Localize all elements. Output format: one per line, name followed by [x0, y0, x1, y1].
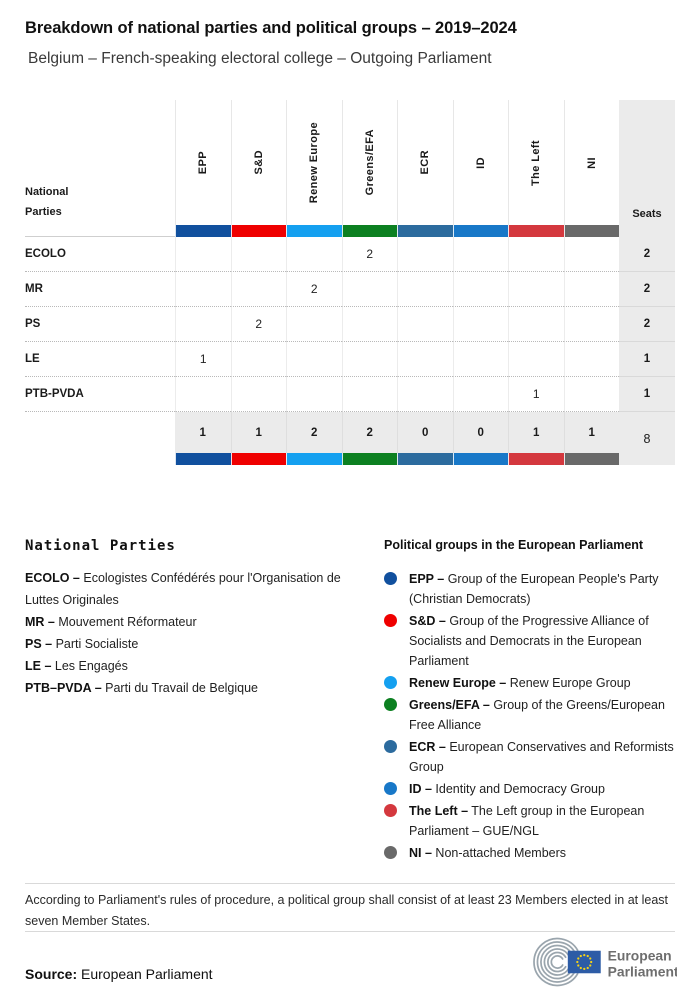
legend-item-ptb-pvda: PTB–PVDA – Parti du Travail de Belgique: [25, 681, 259, 695]
id-color-dot: [384, 782, 397, 795]
total-value: 1: [564, 412, 620, 453]
totals-bar-spacer: [25, 453, 175, 465]
table-cell: [342, 307, 398, 342]
total-color-bar-theleft: [508, 453, 564, 465]
table-cell: [453, 272, 509, 307]
table-cell: [175, 307, 231, 342]
column-header-theleft: The Left: [508, 100, 564, 225]
table-cell: [231, 272, 287, 307]
table-cell: [175, 237, 231, 272]
total-value: 0: [453, 412, 509, 453]
column-header-id: ID: [453, 100, 509, 225]
table-cell: [453, 237, 509, 272]
greens-color-dot: [384, 698, 397, 711]
source-line: [25, 966, 213, 982]
party-label: PTB-PVDA: [25, 377, 175, 412]
column-header-epp: EPP: [175, 100, 231, 225]
renew-color-dot: [384, 676, 397, 689]
table-cell: [397, 307, 453, 342]
theleft-color-dot: [384, 804, 397, 817]
total-value: 0: [397, 412, 453, 453]
seats-table: [25, 100, 675, 465]
table-cell: [231, 237, 287, 272]
national-parties-legend: [25, 535, 367, 699]
table-cell: [342, 342, 398, 377]
table-cell: [508, 237, 564, 272]
footnote: According to Parliament's rules of procedure, a political group shall consist of at least 23 Members elected in at least seven Member States.: [25, 893, 668, 928]
seats-value: 1: [619, 342, 675, 377]
party-label: PS: [25, 307, 175, 342]
total-value: 1: [175, 412, 231, 453]
legend-item-renew: Renew Europe – Renew Europe Group: [384, 673, 676, 693]
divider-line: [25, 883, 675, 884]
legend-item-ps: PS – Parti Socialiste: [25, 637, 139, 651]
logo-text-line2: Parliament: [607, 963, 677, 980]
table-cell: [342, 377, 398, 412]
table-cell: [342, 272, 398, 307]
legend-item-le: LE – Les Engagés: [25, 659, 128, 673]
total-seats-value: 8: [619, 412, 675, 465]
table-cell: [453, 342, 509, 377]
column-header-greens: Greens/EFA: [342, 100, 398, 225]
corner-header-line2: Parties: [25, 206, 62, 218]
table-cell: [564, 272, 620, 307]
table-cell: [231, 342, 287, 377]
table-cell: [175, 272, 231, 307]
seats-value: 2: [619, 237, 675, 272]
group-color-bar-id: [453, 225, 509, 237]
political-groups-legend-heading: Political groups in the European Parliament: [384, 538, 644, 552]
legend-item-epp: EPP – Group of the European People's Party (Christian Democrats): [384, 569, 676, 609]
total-value: 1: [231, 412, 287, 453]
sd-color-dot: [384, 614, 397, 627]
total-color-bar-ecr: [397, 453, 453, 465]
total-color-bar-epp: [175, 453, 231, 465]
table-cell: 2: [342, 237, 398, 272]
column-header-seats: Seats: [619, 100, 675, 225]
table-cell: [508, 342, 564, 377]
group-color-bar-ni: [564, 225, 620, 237]
group-color-bar-sd: [231, 225, 287, 237]
table-cell: [286, 307, 342, 342]
table-cell: 2: [286, 272, 342, 307]
seats-value: 2: [619, 272, 675, 307]
total-value: 1: [508, 412, 564, 453]
totals-row-spacer: [25, 412, 175, 453]
ni-color-dot: [384, 846, 397, 859]
political-groups-legend: [384, 535, 676, 865]
source-label: Source:: [25, 966, 78, 982]
legend-item-mr: MR – Mouvement Réformateur: [25, 615, 197, 629]
corner-header-line1: National: [25, 186, 69, 198]
table-cell: [564, 377, 620, 412]
table-cell: [564, 342, 620, 377]
table-cell: [397, 237, 453, 272]
table-cell: [397, 377, 453, 412]
ecr-color-dot: [384, 740, 397, 753]
total-color-bar-sd: [231, 453, 287, 465]
party-label: LE: [25, 342, 175, 377]
legend-item-sd: S&D – Group of the Progressive Alliance of Socialists and Democrats in the European Parliament: [384, 611, 676, 671]
party-label: MR: [25, 272, 175, 307]
table-cell: [231, 377, 287, 412]
corner-header: [25, 100, 175, 225]
total-value: 2: [286, 412, 342, 453]
table-cell: 1: [508, 377, 564, 412]
column-header-renew: Renew Europe: [286, 100, 342, 225]
table-cell: [286, 237, 342, 272]
table-cell: 1: [175, 342, 231, 377]
total-color-bar-ni: [564, 453, 620, 465]
table-cell: [564, 237, 620, 272]
legend-item-theleft: The Left – The Left group in the European Parliament – GUE/NGL: [384, 801, 676, 841]
header-underline: [25, 225, 175, 237]
european-parliament-logo: [521, 936, 677, 993]
logo-text-line1: European: [607, 947, 672, 964]
table-cell: [453, 377, 509, 412]
national-parties-legend-heading: National Parties: [25, 538, 176, 554]
column-header-ecr: ECR: [397, 100, 453, 225]
page-title: Breakdown of national parties and political groups – 2019–2024: [25, 19, 517, 37]
total-color-bar-renew: [286, 453, 342, 465]
group-color-bar-epp: [175, 225, 231, 237]
party-label: ECOLO: [25, 237, 175, 272]
table-cell: [397, 272, 453, 307]
group-color-bar-greens: [342, 225, 398, 237]
source-text: European Parliament: [81, 966, 213, 982]
group-color-bar-ecr: [397, 225, 453, 237]
table-cell: [286, 342, 342, 377]
column-header-sd: S&D: [231, 100, 287, 225]
epp-color-dot: [384, 572, 397, 585]
page-subtitle: Belgium – French-speaking electoral college – Outgoing Parliament: [28, 50, 492, 67]
seats-value: 2: [619, 307, 675, 342]
table-cell: [508, 272, 564, 307]
total-color-bar-id: [453, 453, 509, 465]
table-cell: [453, 307, 509, 342]
table-cell: [564, 307, 620, 342]
seats-value: 1: [619, 377, 675, 412]
legend-item-ecolo: ECOLO – Ecologistes Confédérés pour l'Organisation de Luttes Originales: [25, 571, 341, 607]
table-cell: 2: [231, 307, 287, 342]
total-value: 2: [342, 412, 398, 453]
table-cell: [175, 377, 231, 412]
table-cell: [508, 307, 564, 342]
legend-item-ecr: ECR – European Conservatives and Reformists Group: [384, 737, 676, 777]
total-color-bar-greens: [342, 453, 398, 465]
divider-line: [25, 931, 675, 932]
legend-item-id: ID – Identity and Democracy Group: [384, 779, 676, 799]
legend-item-ni: NI – Non-attached Members: [384, 843, 676, 863]
legend-item-greens: Greens/EFA – Group of the Greens/European Free Alliance: [384, 695, 676, 735]
group-color-bar-theleft: [508, 225, 564, 237]
seats-column-fill: [619, 225, 675, 237]
table-cell: [397, 342, 453, 377]
table-cell: [286, 377, 342, 412]
column-header-ni: NI: [564, 100, 620, 225]
group-color-bar-renew: [286, 225, 342, 237]
